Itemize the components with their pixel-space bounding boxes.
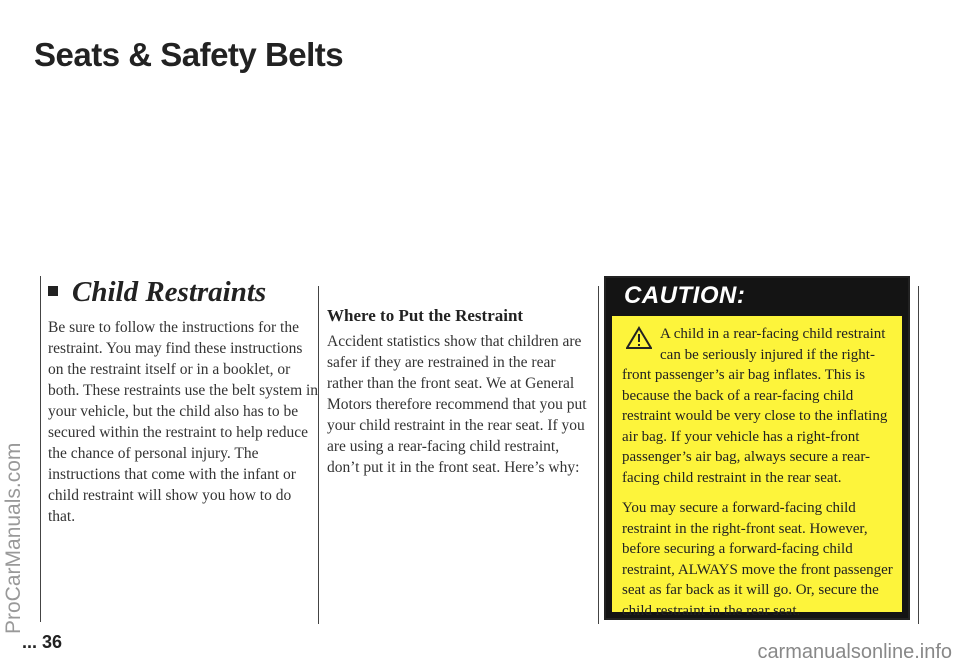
caution-title: CAUTION:: [624, 282, 746, 309]
watermark-bottom: carmanualsonline.info: [757, 641, 952, 663]
column-divider-far-right: [918, 286, 919, 624]
child-restraints-body: Be sure to follow the instructions for the restraint. You may find these instructions on the restraint itself or in a booklet, or both. These restraints use the belt system in your vehicle, but the child also has to be secured within the restraint to help reduce the chance of personal injury. The instructions that come with the infant or child restraint will show you how to do that.: [48, 319, 319, 525]
caution-paragraph-1: A child in a rear-facing child restraint can be seriously injured if the right-front passenger’s air bag inflates. This is because the back of a rear-facing child restraint would be very close to the inflating air bag. If your vehicle has a right-front passenger’s air bag, always secure a rear-facing child restraint in the rear seat.: [622, 326, 888, 486]
warning-triangle-icon: [626, 326, 652, 350]
page-number: ... 36: [22, 632, 63, 652]
caution-box: [604, 276, 910, 620]
watermark-left: ProCarManuals.com: [2, 442, 25, 634]
caution-paragraph-2: You may secure a forward-facing child restraint in the right-front seat. However, before securing a forward-facing child restraint, ALWAYS move the front passenger seat as far back as it will go. Or, secure the child restraint in the rear seat.: [622, 500, 893, 619]
bullet-icon: [48, 286, 58, 296]
where-to-put-heading: Where to Put the Restraint: [327, 306, 524, 325]
section-heading: Child Restraints: [48, 276, 266, 309]
caution-text: [622, 324, 894, 631]
column-divider-left: [40, 276, 41, 622]
column-divider-right: [598, 286, 599, 624]
where-to-put-body: Accident statistics show that children are safer if they are restrained in the rear rather than the front seat. We at General Motors therefore recommend that you put your child restraint in the rear seat. If you are using a rear-facing child restraint, don’t put it in the front seat. Here’s why:: [327, 333, 587, 476]
page-title: Seats & Safety Belts: [34, 36, 344, 73]
caution-panel: [612, 316, 902, 619]
